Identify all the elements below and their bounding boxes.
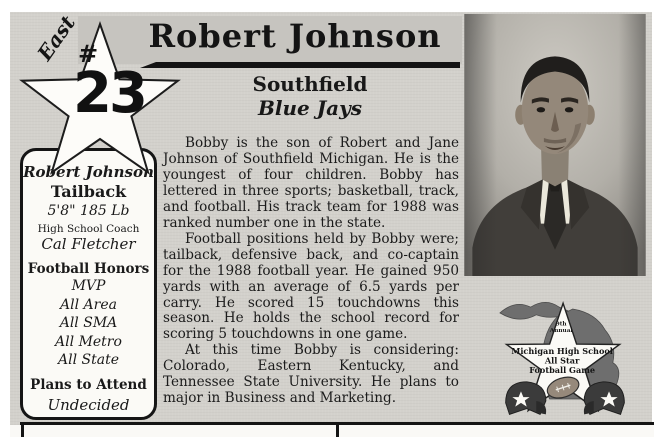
team-name: Blue Jays	[257, 96, 363, 120]
plans-heading: Plans to Attend	[30, 376, 147, 393]
badge-number-sign: #	[77, 40, 99, 68]
player-name-title: Robert Johnson	[148, 17, 442, 55]
coach-label: High School Coach	[37, 223, 140, 235]
honors-heading: Football Honors	[27, 261, 150, 277]
allstar-game-logo	[487, 288, 643, 422]
next-section-top-edge	[10, 425, 654, 437]
next-box-left-border	[21, 425, 24, 437]
logo-annual-line1: 9th	[555, 321, 567, 328]
bio-paragraph: At this time Bobby is considering: Colorado, Eastern Kentucky, and Tennessee State University. He plans to major in Business and Marketing.	[163, 342, 459, 407]
logo-annual-line2: Annual	[549, 328, 573, 335]
info-height-weight: 5'8" 185 Lb	[47, 203, 130, 219]
logo-title-line1: Michigan High School	[511, 346, 613, 357]
plans-value: Undecided	[47, 395, 130, 414]
player-bio-text	[163, 136, 459, 426]
next-box-divider	[336, 425, 339, 437]
logo-title-line2: All Star	[544, 355, 580, 366]
title-underline-rule	[140, 62, 460, 68]
school-name: Southfield	[252, 72, 368, 96]
honor-item: All State	[58, 352, 119, 368]
honor-item: MVP	[71, 278, 106, 294]
info-player-name: Robert Johnson	[23, 163, 154, 181]
photo-vignette	[464, 14, 645, 276]
bio-paragraph: Bobby is the son of Robert and Jane Johnson of Southfield Michigan. He is the youngest of four children. Bobby has lettered in three sports; basketball, track, and football. His track team for 1988 was ranked number one in the state.	[163, 135, 459, 231]
helmet-icon-right	[584, 382, 624, 415]
helmet-icon-left	[506, 382, 546, 415]
honor-item: All Area	[60, 296, 117, 313]
honor-item: All SMA	[59, 315, 118, 331]
bio-paragraph: Football positions held by Bobby were; tailback, defensive back, and co-captain for the 1988 football year. He gained 950 yards with an average of 6.5 yards per carry. He scored 15 touchdowns this season. He holds the school record for scoring 5 touchdowns in one game.	[163, 230, 459, 343]
logo-title-line3: Football Game	[529, 365, 596, 376]
player-portrait-photo	[463, 14, 647, 276]
badge-jersey-number: 23	[73, 61, 145, 126]
coach-name: Cal Fletcher	[41, 235, 136, 253]
info-position: Tailback	[50, 182, 127, 201]
badge-region-label: East	[32, 11, 81, 65]
honor-item: All Metro	[55, 333, 122, 350]
player-star-badge	[14, 6, 186, 191]
